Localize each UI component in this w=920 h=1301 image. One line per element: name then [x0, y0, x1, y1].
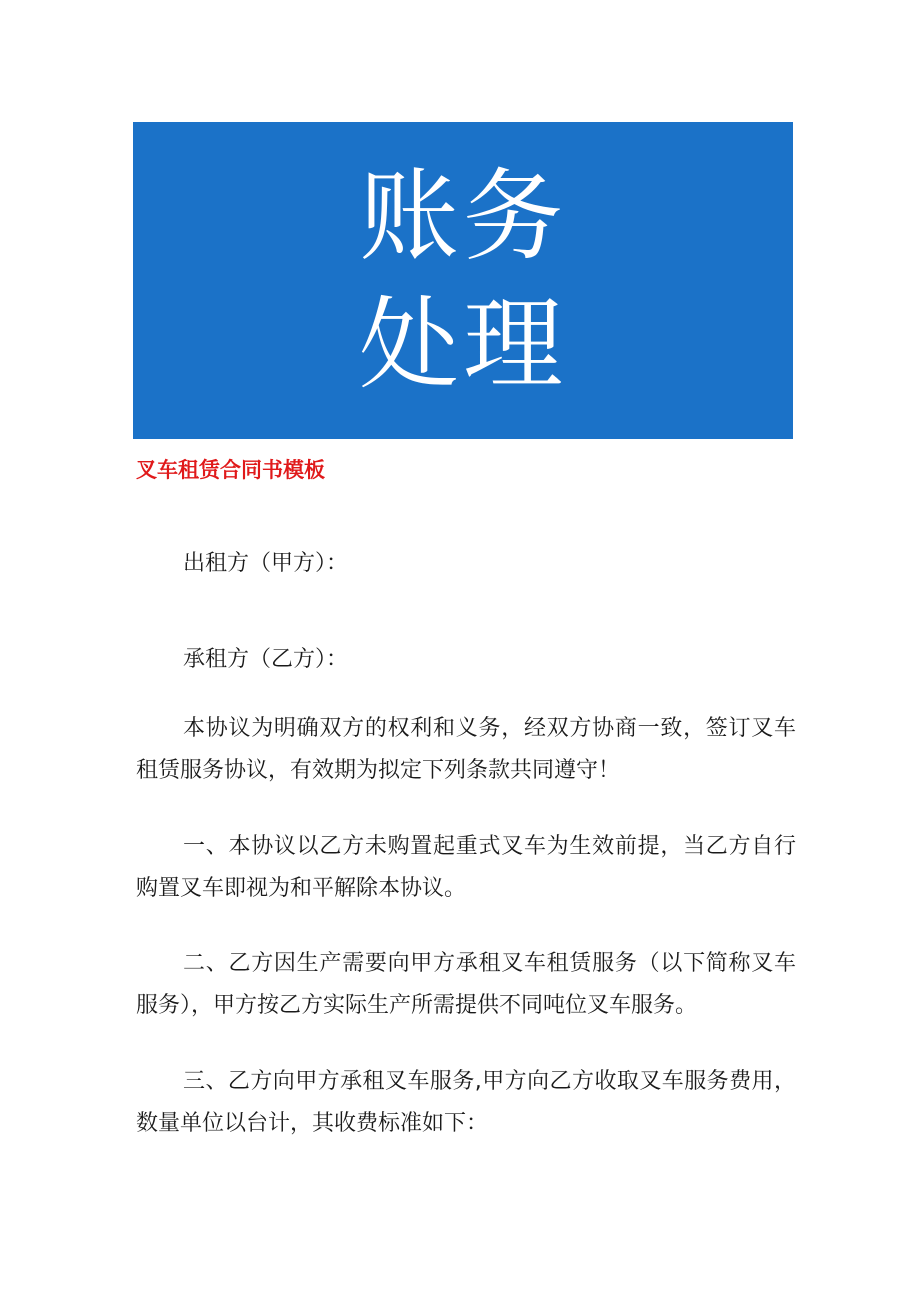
clause-2-paragraph: 二、乙方因生产需要向甲方承租叉车租赁服务（以下简称叉车服务），甲方按乙方实际生产所需提供不同吨位叉车服务。	[136, 951, 796, 1018]
clause-3-paragraph: 三、乙方向甲方承租叉车服务,甲方向乙方收取叉车服务费用，数量单位以台计，其收费标准如下：	[136, 1069, 796, 1136]
banner-title-line-1: 账务	[359, 157, 567, 275]
intro-paragraph: 本协议为明确双方的权利和义务，经双方协商一致，签订叉车租赁服务协议，有效期为拟定下列条款共同遵守！	[136, 716, 796, 783]
lessee-line: 承租方（乙方）：	[183, 647, 349, 672]
clause-1-paragraph: 一、本协议以乙方未购置起重式叉车为生效前提，当乙方自行购置叉车即视为和平解除本协议。	[136, 834, 796, 901]
cover-banner	[133, 122, 793, 439]
banner-title-line-2: 处理	[359, 285, 567, 403]
lessor-line: 出租方（甲方）：	[183, 551, 349, 576]
document-title: 叉车租赁合同书模板	[136, 458, 325, 482]
